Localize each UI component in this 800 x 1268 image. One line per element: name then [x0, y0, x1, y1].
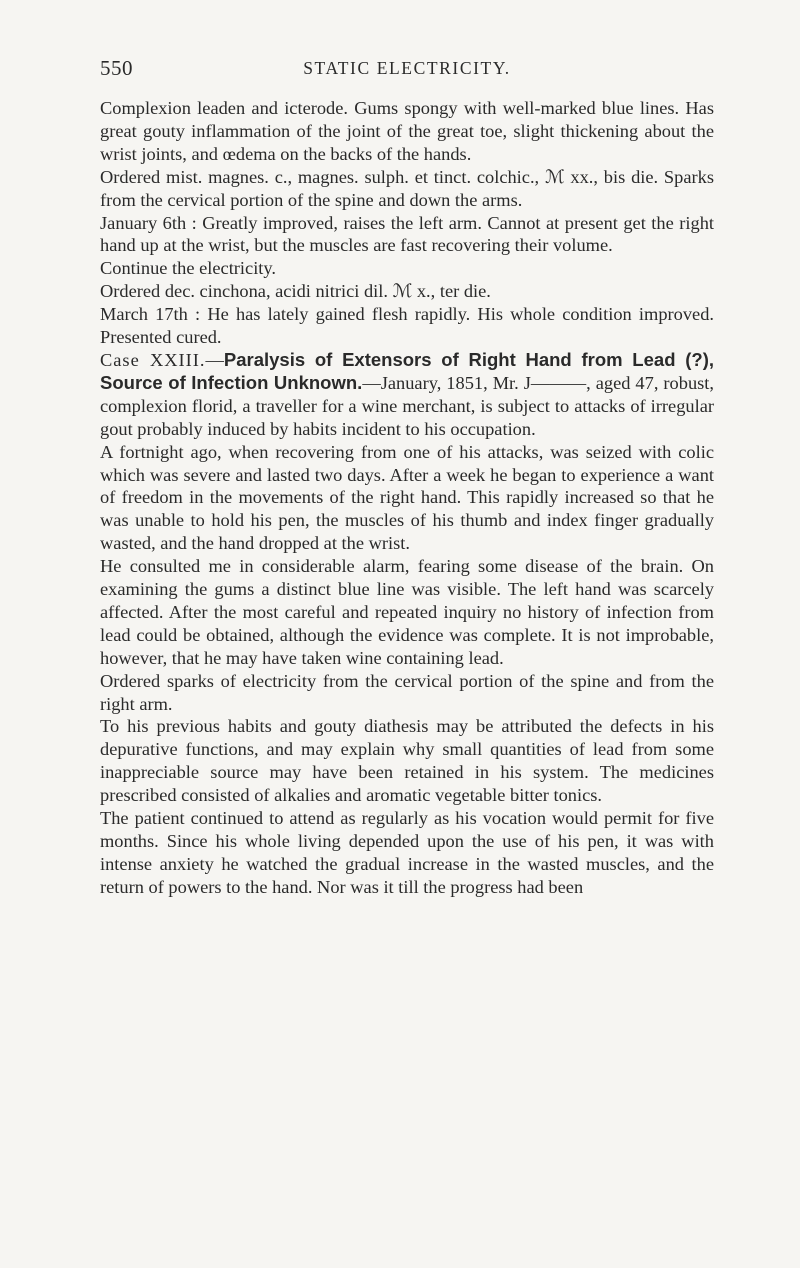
paragraph: A fortnight ago, when recovering from one of his attacks, was seized with colic which was severe and lasted two days. After a week he began to experience a want of freedom in the movements of the right hand. This rapidly increased so that he was unable to hold his pen, the muscles of his thumb and index finger gradually wasted, and the hand dropped at the wrist.	[100, 441, 714, 554]
paragraph: Ordered mist. magnes. c., magnes. sulph. et tinct. colchic., ℳ xx., bis die. Sparks from the cervical portion of the spine and down the arms.	[100, 166, 714, 210]
paragraph: Ordered dec. cinchona, acidi nitrici dil. ℳ x., ter die.	[100, 281, 491, 302]
paragraph: Ordered sparks of electricity from the cervical portion of the spine and from the right arm.	[100, 670, 714, 714]
paragraph: Complexion leaden and icterode. Gums spongy with well-marked blue lines. Has great gouty inflammation of the joint of the great toe, slight thickening about the wrist joints, and œdema on the backs of the hands.	[100, 98, 714, 164]
paragraph: Continue the electricity.	[100, 258, 277, 279]
page-number: 550	[100, 56, 133, 80]
paragraph: January 6th : Greatly improved, raises the left arm. Cannot at present get the right hand up at the wrist, but the muscles are fast recovering their volume.	[100, 212, 714, 256]
paragraph: The patient continued to attend as regularly as his vocation would permit for five months. Since his whole living depended upon the use of his pen, it was with intense anxiety he watched the gradual increase in the wasted muscles, and the return of powers to the hand. Nor was it till the progress had been	[100, 808, 714, 897]
paragraph: To his previous habits and gouty diathesis may be attributed the defects in his depurative functions, and may explain why small quantities of lead from some inappreciable source may have been retained in his system. The medicines prescribed consisted of alkalies and aromatic vegetable bitter tonics.	[100, 716, 714, 806]
case-paragraph	[100, 349, 714, 441]
running-head	[100, 56, 714, 84]
case-dash: —	[205, 349, 224, 370]
body-text	[100, 97, 714, 899]
paragraph: March 17th : He has lately gained flesh rapidly. His whole condition improved. Presented cured.	[100, 304, 714, 348]
running-title: STATIC ELECTRICITY.	[303, 58, 511, 78]
paragraph: He consulted me in considerable alarm, fearing some disease of the brain. On examining the gums a distinct blue line was visible. The left hand was scarcely affected. After the most careful and repeated inquiry no history of infection from lead could be obtained, although the evidence was complete. It is not improbable, however, that he may have taken wine containing lead.	[100, 556, 714, 668]
case-text: —January, 1851, Mr. J———, aged 47, robust, complexion florid, a traveller for a wine merchant, is subject to attacks of irregular gout probably induced by habits incident to his occupation.	[100, 372, 715, 439]
case-heading: Paralysis of Extensors of Right Hand from Lead (?), Source of Infection Unknown.	[100, 348, 714, 393]
case-number: Case XXIII.	[100, 349, 206, 370]
